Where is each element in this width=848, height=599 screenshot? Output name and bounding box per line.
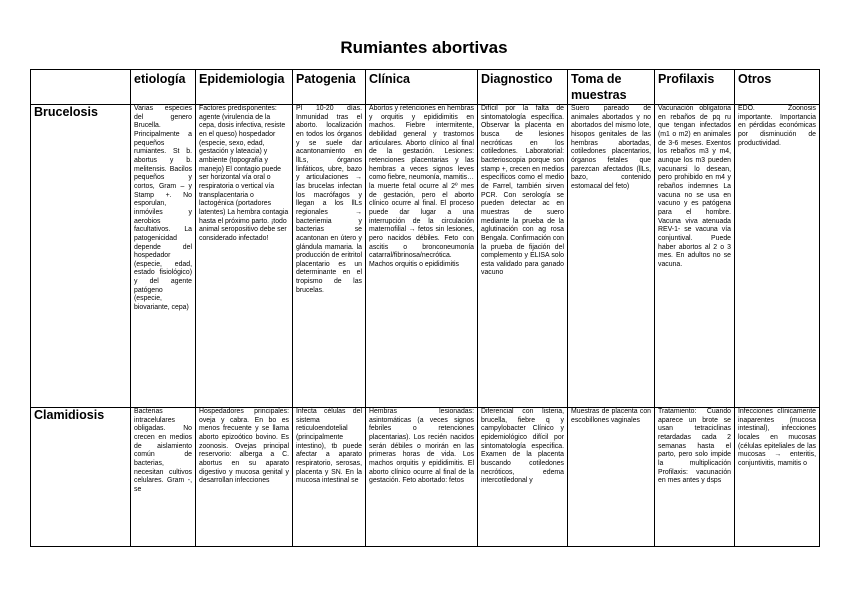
cell-clamidiosis-otros — [735, 408, 820, 547]
header-clinica: Clínica — [366, 70, 478, 105]
cell-text: Bacterias intracelulares obligadas. No crecen en medios de aislamiento común de bacterias, necesitan cultivos celulares. Gram -, se — [134, 408, 192, 493]
header-otros: Otros — [735, 70, 820, 105]
row-label-brucelosis: Brucelosis — [31, 105, 131, 408]
summary-table — [30, 69, 820, 547]
cell-brucelosis-profilaxis — [655, 105, 735, 408]
header-profilaxis: Profilaxis — [655, 70, 735, 105]
cell-clamidiosis-epidemiologia — [196, 408, 293, 547]
cell-clamidiosis-profilaxis — [655, 408, 735, 547]
cell-text: PI 10-20 días. Inmunidad tras el aborto. localización en todos los órganos y se suele dar acantonamiento en llLs, órganos linfáticos, ubre, bazo y articulaciones → las brucelas infectan los macrófagos y llegan a los llLs regionales → bacteriemia y bacterias se acantonan en útero y glándula mamaria. la producción de eritritol placentario es un determinante en el tropismo de las brucelas. — [296, 105, 362, 294]
cell-brucelosis-toma-de-muestras — [568, 105, 655, 408]
cell-clamidiosis-etiologia — [131, 408, 196, 547]
cell-text: Vacunación obligatoria en rebaños de pq ru que tengan infectados (m1 o m2) en animales de 3-6 meses. Exentos los rebaños m3 y m4, aunque los m3 pueden vacunarsi lo desean, pero prohibido en m4 y rebaños indemnes La vacuna no se usa en vacuno y es patógena para el hombre. Vacuna viva atenuada REV-1- se vacuna vía conjuntival. Puede haber abortos al 2 o 3 mes. En adultos no se vacuna. — [658, 105, 731, 268]
cell-text: Muestras de placenta con escobillones vaginales — [571, 408, 651, 424]
cell-text: Hembras lesionadas: asintomáticas (a veces signos febriles o retenciones placentarias). Los recién nacidos serán débiles o morirán en las primeras horas de vida. Los machos orquitis y epididimitis. El aborto clínico ocurre al final de la gestación. Feto abortado: fetos — [369, 408, 474, 485]
cell-text: Diferencial con listeria, brucella, fiebre q y campylobacter Clínico y epidemiológico difícil por sintomatología especifica. Examen de la placenta buscando cotiledones necróticos, edema intercotiledonal y — [481, 408, 564, 485]
cell-text: Infecta células del sistema reticuloendotelial (principalmente intestino), tb puede afectar a aparato respiratorio, serosas, placenta y SN. En la mucosa intestinal se — [296, 408, 362, 485]
cell-clamidiosis-diagnostico — [478, 408, 568, 547]
row-clamidiosis — [31, 408, 820, 547]
cell-brucelosis-otros — [735, 105, 820, 408]
cell-text: Varias especies del genero Brucella. Principalmente a pequeños rumiantes. St b. abortus y b. melitensis. Bacilos pequeños y cortos, Gram – y Stamp +. No esporulan, inmóviles y aerobios facultativos. La patogenicidad depende del hospedador (especie, edad, estado fisiológico) y del agente patógeno (especie, biovariante, cepa) — [134, 105, 192, 312]
cell-clamidiosis-patogenia — [293, 408, 366, 547]
header-epidemiologia: Epidemiologia — [196, 70, 293, 105]
cell-text: Abortos y retenciones en hembras y orquitis y epididimitis en machos. Fiebre intermitente, debilidad general y trastornos articulares. Aborto clínico al final de la gestación. Lesiones: retenciones placentarias y las hembras a veces signos leves como fiebre, neumonía, mamitis… la muerte fetal ocurre al 2º mes de gestación, pero el aborto clínico ocurre al final. El proceso puede dar lugar a una interrupción de la circulación maternofilial → fetos sin lesiones, pero nacidos débiles. Feto con ascitis o bronconeumonía catarral/fibrinosa/necrótica. Machos orquitis o epididimitis — [369, 105, 474, 268]
cell-text: Difícil por la falta de sintomatología específica. Observar la placenta en busca de lesiones necróticas en los cotiledones. Laboratorial: bacterioscopia porque son stamp +, crecen en medios específicos como el medio de Farrel, también sirven PCR. Con serología se pueden detectar ac en muestras de suero mediante la prueba de la aglutinación con ag rosa Bengala. Confirmación con la prueba de fijación del complemento y ELISA solo esta validado para ganado vacuno — [481, 105, 564, 277]
cell-brucelosis-diagnostico — [478, 105, 568, 408]
cell-brucelosis-epidemiologia — [196, 105, 293, 408]
cell-text: Tratamiento: Cuando aparece un brote se usan tetraciclinas retardadas cada 2 semanas hasta el parto, pero solo impide la multiplicación Profilaxis: vacunación en mes antes y dsps — [658, 408, 731, 485]
cell-brucelosis-patogenia — [293, 105, 366, 408]
cell-clamidiosis-toma-de-muestras — [568, 408, 655, 547]
cell-clamidiosis-clinica — [366, 408, 478, 547]
row-label-clamidiosis: Clamidiosis — [31, 408, 131, 547]
cell-text: EDO. Zoonosis importante. Importancia en pérdidas económicas por disminución de productividad. — [738, 105, 816, 147]
header-row — [31, 70, 820, 105]
header-diagnostico: Diagnostico — [478, 70, 568, 105]
row-brucelosis — [31, 105, 820, 408]
header-etiologia: etiología — [131, 70, 196, 105]
header-patogenia: Patogenia — [293, 70, 366, 105]
header-toma-de-muestras: Toma de muestras — [568, 70, 655, 105]
header-corner — [31, 70, 131, 105]
document-title: Rumiantes abortivas — [340, 38, 508, 57]
cell-brucelosis-etiologia — [131, 105, 196, 408]
cell-text: Suero pareado de animales abortados y no abortados del mismo lote, hisopos genitales de las hembras abortadas, cotiledones placentarios, órganos fetales que parezcan afectados (llLs, bazo, contenido estomacal del feto) — [571, 105, 651, 190]
cell-text: Infecciones clínicamente inaparentes (mucosa intestinal), infecciones locales en mucosas (células epiteliales de las mucosas → enteritis, conjuntivitis, mamitis o — [738, 408, 816, 467]
cell-text: Hospedadores principales: oveja y cabra. En bo es menos frecuente y se llama aborto epizoótico bovino. Es zoonosis. Ovejas principal reservorio: alberga a C. abortus en su aparato digestivo y mucosa genital y desarrollan infecciones — [199, 408, 289, 485]
cell-text: Factores predisponentes: agente (virulencia de la cepa, dosis infectiva, resiste en el queso) hospedador (especie, sexo, edad, gestación y lateacia) y ambiente (topografía y manejo) El contagio puede ser horizontal vía oral o respiratoria o vertical vía transplacentaria o lactogénica (portadores latentes) La hembra contagia hasta el próximo parto. ¡todo animal seropositivo debe ser considerado infectado! — [199, 105, 289, 242]
cell-brucelosis-clinica — [366, 105, 478, 408]
